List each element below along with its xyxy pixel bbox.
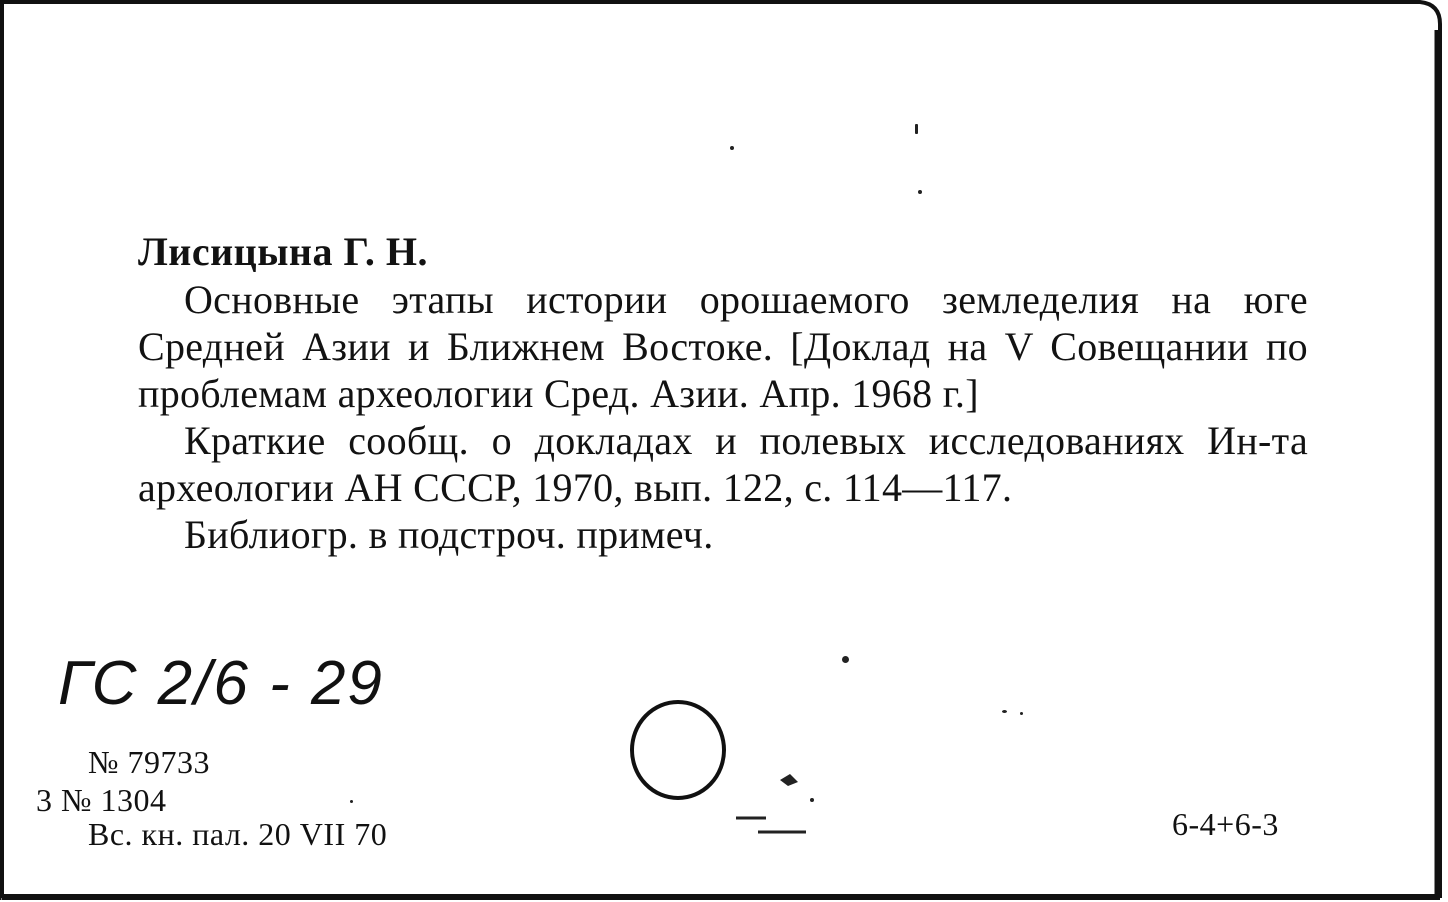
handwritten-shelf-mark <box>58 648 384 719</box>
handwritten-shelf-mark-text: ГС 2/6 - 29 <box>58 649 384 718</box>
card-number: № 79733 <box>88 744 211 780</box>
ink-marks <box>730 760 840 840</box>
order-number: 3 № 1304 <box>36 782 167 818</box>
bibliographic-entry <box>138 228 1308 558</box>
ink-speck <box>918 190 922 194</box>
work-title: Основные этапы истории орошаемого земледелия на юге Средней Азии и Ближнем Востоке. [Доклад на V Совещании по проблемам археологии Сред. Азии. Апр. 1968 г.] <box>138 277 1308 416</box>
punch-hole <box>626 700 736 810</box>
ink-speck <box>915 124 918 134</box>
ink-speck <box>1002 710 1007 713</box>
ink-speck <box>350 800 353 803</box>
author-name: Лисицына Г. Н. <box>138 229 429 274</box>
bibliography-note: Библиогр. в подстроч. примеч. <box>184 512 714 557</box>
classification-code: 6-4+6-3 <box>1172 806 1279 842</box>
source-citation: Краткие сообщ. о докладах и полевых исследованиях Ин-та археологии АН СССР, 1970, вып. 122, с. 114—117. <box>138 418 1308 510</box>
ink-speck <box>730 146 734 150</box>
ink-speck <box>1020 712 1023 715</box>
stamp-line: Вс. кн. пал. 20 VII 70 <box>88 816 388 852</box>
ink-speck <box>842 656 849 663</box>
